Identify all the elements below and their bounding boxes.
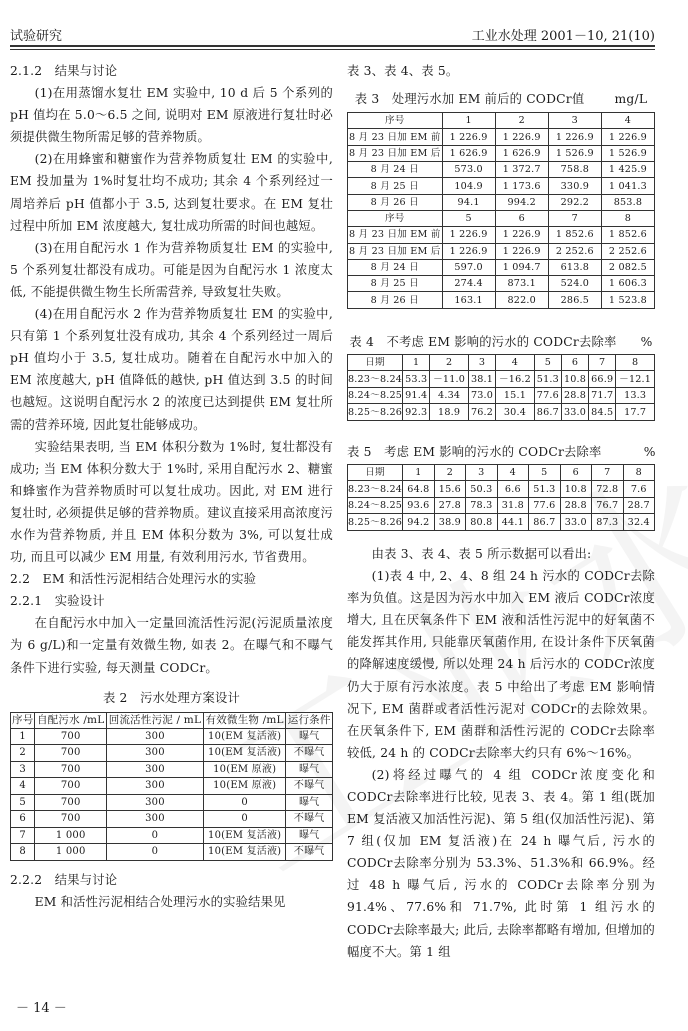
table-cell: 1 226.9 — [442, 129, 495, 145]
table-cell: 1 626.9 — [442, 145, 495, 161]
table-cell: 1 626.9 — [495, 145, 548, 161]
table-cell: 17.7 — [616, 404, 655, 421]
table-cell: 33.0 — [561, 404, 588, 421]
table-cell: 758.8 — [548, 162, 601, 178]
table-cell: 3 — [11, 761, 35, 778]
paragraph: (3)在用自配污水 1 作为营养物质复壮 EM 的实验中, 5 个系列复壮都没有成功。可能是因为自配污水 1 浓度太低, 不能提供微生物生长所需营养, 导致复壮失败。 — [10, 240, 333, 299]
table3 — [347, 112, 655, 309]
table-row — [348, 178, 655, 194]
table-cell: 597.0 — [442, 259, 495, 275]
table-cell: 32.4 — [623, 514, 654, 531]
table-cell: 8 月 24 日 — [348, 162, 443, 178]
table-cell: 38.1 — [468, 371, 495, 388]
table-cell: 86.7 — [534, 404, 561, 421]
table-header-cell: 序号 — [11, 712, 35, 728]
table-cell: 0 — [106, 844, 203, 861]
paragraph: 实验结果表明, 当 EM 体积分数为 1%时, 复壮都没有成功; 当 EM 体积分数大于 1%时, 采用自配污水 2、糖蜜和蜂蜜作为营养物质时可以复壮成功。因此, 对 EM 进行复壮时, 必须提供足够的营养物质。建议直接采用高浓度污水作为营养物质, 并且 EM 体积分数为 3%, 可以复壮成功, 而且可以减少 EM 用量, 有效利用污水, 节省费用。 — [10, 439, 333, 565]
table-header-cell: 4 — [496, 354, 535, 371]
table-cell: 66.9 — [589, 371, 616, 388]
table-cell: 2 — [11, 745, 35, 762]
table-row — [348, 227, 655, 243]
table-cell: －16.2 — [496, 371, 535, 388]
table-row — [348, 145, 655, 161]
table-header-cell: 运行条件 — [286, 712, 333, 728]
table-header-cell: 2 — [434, 464, 465, 481]
table-cell: 6 — [11, 811, 35, 828]
paragraph: (1)表 4 中, 2、4、8 组 24 h 污水的 CODCr去除率为负值。这是因为污水中加入 EM 液后 CODCr浓度增大, 且在厌氧条件下 EM 液和活性污泥中的好氧菌不能发挥其作用, 只能靠厌氧菌作用, 在设计条件下厌氧菌的降解速度缓慢, 所以处理 24 h 后污水的 CODCr浓度仍大于原有污水浓度。表 5 中给出了考虑 EM 影响情况下, EM 菌群或者活性污泥对 CODCr的去除效果。在厌氧条件下, EM 菌群和活性污泥的 CODCr去除率较低, 24 h 的 CODCr去除率大约只有 6%～16%。 — [347, 569, 655, 760]
table-header-cell: 3 — [468, 354, 495, 371]
table-header-row — [348, 113, 655, 129]
table-cell: 1 226.9 — [495, 129, 548, 145]
table-cell: 300 — [106, 745, 203, 762]
table-cell: 1 094.7 — [495, 259, 548, 275]
table-cell: 10(EM 复活液) — [203, 745, 285, 762]
table-cell: 5 — [11, 794, 35, 811]
table-row — [348, 243, 655, 259]
table-cell: 4 — [11, 778, 35, 795]
table-cell: 不曝气 — [286, 844, 333, 861]
table-cell: 330.9 — [548, 178, 601, 194]
table-cell: 1 000 — [35, 844, 107, 861]
table-cell: 1 425.9 — [601, 162, 654, 178]
table-header-cell: 日期 — [348, 464, 403, 481]
table-row — [348, 481, 655, 498]
table-cell: 87.3 — [592, 514, 623, 531]
table-cell: 71.7 — [589, 387, 616, 404]
left-column — [10, 60, 333, 913]
table-cell: 31.8 — [497, 497, 528, 514]
table-cell: 27.8 — [434, 497, 465, 514]
table-cell: 573.0 — [442, 162, 495, 178]
table-cell: 28.8 — [561, 387, 588, 404]
table-cell: 10(EM 复活液) — [203, 728, 285, 745]
table-cell: 76.2 — [468, 404, 495, 421]
table-cell: 1 226.9 — [548, 129, 601, 145]
table-cell: 10(EM 复活液) — [203, 827, 285, 844]
table4-caption-row — [347, 331, 655, 353]
table-cell: 2 252.6 — [601, 243, 654, 259]
table-cell: 0 — [203, 794, 285, 811]
section-heading-2-1-2: 2.1.2 结果与讨论 — [10, 64, 118, 78]
table-row — [348, 259, 655, 275]
table-cell: 8 月 23 日加 EM 前 — [348, 129, 443, 145]
table-cell: 300 — [106, 778, 203, 795]
table-row — [11, 728, 333, 745]
table-cell: 91.4 — [403, 387, 430, 404]
table-cell: 64.8 — [403, 481, 434, 498]
table-cell: 8 月 23 日加 EM 前 — [348, 227, 443, 243]
table-row — [348, 292, 655, 308]
table4-unit: % — [640, 334, 653, 349]
table-cell: －11.0 — [430, 371, 469, 388]
table-cell: 8.24～8.25 — [348, 497, 403, 514]
table-header-cell: 2 — [495, 113, 548, 129]
table-header-cell: 日期 — [348, 354, 403, 371]
table-row — [11, 778, 333, 795]
table-header-cell: 6 — [560, 464, 591, 481]
table-cell: 700 — [35, 761, 107, 778]
table-cell: 700 — [35, 778, 107, 795]
table-cell: 700 — [35, 811, 107, 828]
table-cell: 853.8 — [601, 194, 654, 210]
table-header-row — [348, 354, 655, 371]
table-cell: 8 月 23 日加 EM 后 — [348, 243, 443, 259]
table-header-cell: 6 — [561, 354, 588, 371]
table-cell: 700 — [35, 745, 107, 762]
right-column — [347, 60, 655, 963]
table-cell: 33.0 — [560, 514, 591, 531]
table-header-cell: 1 — [403, 464, 434, 481]
table-row — [11, 827, 333, 844]
table-cell: －12.1 — [616, 371, 655, 388]
table-cell: 8 — [11, 844, 35, 861]
table-header-cell: 5 — [529, 464, 560, 481]
table-cell: 92.3 — [403, 404, 430, 421]
table-cell: 274.4 — [442, 276, 495, 292]
paragraph: (1)在用蒸馏水复壮 EM 实验中, 10 d 后 5 个系列的 pH 值均在 5.0～6.5 之间, 说明对 EM 原液进行复壮时必须提供微生物所需足够的营养物质。 — [10, 86, 333, 145]
table-cell: 7.6 — [623, 481, 654, 498]
table-row — [348, 129, 655, 145]
table-row — [348, 514, 655, 531]
table-header-cell: 7 — [592, 464, 623, 481]
table-row — [348, 194, 655, 210]
table-cell: 1 523.8 — [601, 292, 654, 308]
table-cell: 8 月 25 日 — [348, 178, 443, 194]
table-cell: 1 526.9 — [601, 145, 654, 161]
table5-unit: % — [643, 444, 656, 459]
table5 — [347, 464, 655, 531]
table-cell: 8 月 23 日加 EM 后 — [348, 145, 443, 161]
table-cell: 8 月 26 日 — [348, 292, 443, 308]
table-header-cell: 有效微生物 /mL — [203, 712, 285, 728]
table-cell: 曝气 — [286, 827, 333, 844]
page-number: － 14 － — [16, 1001, 67, 1016]
table-cell: 1 226.9 — [495, 227, 548, 243]
table-cell: 28.8 — [560, 497, 591, 514]
table3-unit: mg/L — [614, 92, 648, 107]
table-cell: 994.2 — [495, 194, 548, 210]
table-cell: 8.25～8.26 — [348, 404, 403, 421]
table2-caption: 表 2 污水处理方案设计 — [102, 690, 241, 705]
table-row — [348, 497, 655, 514]
table-cell: 300 — [106, 728, 203, 745]
table-cell: 15.1 — [496, 387, 535, 404]
table-row — [11, 761, 333, 778]
table-cell: 1 226.9 — [495, 243, 548, 259]
table-row — [348, 276, 655, 292]
table-cell: 30.4 — [496, 404, 535, 421]
table-cell: 700 — [35, 794, 107, 811]
table-cell: 曝气 — [286, 794, 333, 811]
table-header-cell: 8 — [601, 210, 654, 226]
table3-caption-row — [347, 88, 655, 110]
table-cell: 13.3 — [616, 387, 655, 404]
table4-caption: 表 4 不考虑 EM 影响的污水的 CODCr去除率 — [349, 334, 617, 349]
table-cell: 93.6 — [403, 497, 434, 514]
table-header-cell: 4 — [497, 464, 528, 481]
paragraph: 由表 3、表 4、表 5 所示数据可以看出: — [371, 546, 592, 561]
table-cell: 不曝气 — [286, 745, 333, 762]
table-cell: 10.8 — [561, 371, 588, 388]
table-header-cell: 7 — [589, 354, 616, 371]
table-header-cell: 6 — [495, 210, 548, 226]
table5-caption: 表 5 考虑 EM 影响的污水的 CODCr去除率 — [347, 444, 602, 459]
table-cell: 1 — [11, 728, 35, 745]
table-header-row — [348, 464, 655, 481]
table-row — [11, 811, 333, 828]
table-cell: 1 526.9 — [548, 145, 601, 161]
table-cell: 53.3 — [403, 371, 430, 388]
table-cell: 292.2 — [548, 194, 601, 210]
table-cell: 873.1 — [495, 276, 548, 292]
table-cell: 286.5 — [548, 292, 601, 308]
table-cell: 51.3 — [534, 371, 561, 388]
table-cell: 1 000 — [35, 827, 107, 844]
table-header-cell: 1 — [403, 354, 430, 371]
table-header-cell: 3 — [466, 464, 497, 481]
table-cell: 300 — [106, 811, 203, 828]
table-cell: 104.9 — [442, 178, 495, 194]
section-heading-2-2: 2.2 EM 和活性污泥相结合处理污水的实验 — [10, 572, 257, 587]
table-cell: 77.6 — [529, 497, 560, 514]
table-cell: 0 — [106, 827, 203, 844]
table-cell: 1 041.3 — [601, 178, 654, 194]
header-rule-thin — [10, 49, 655, 50]
table-cell: 822.0 — [495, 292, 548, 308]
table-cell: 51.3 — [529, 481, 560, 498]
table-header-cell: 1 — [442, 113, 495, 129]
table-row — [348, 371, 655, 388]
table-cell: 73.0 — [468, 387, 495, 404]
table-cell: 38.9 — [434, 514, 465, 531]
table-cell: 300 — [106, 761, 203, 778]
table-row — [11, 794, 333, 811]
table-row — [11, 844, 333, 861]
table-header-cell: 自配污水 /mL — [35, 712, 107, 728]
table-cell: 2 082.5 — [601, 259, 654, 275]
table4 — [347, 354, 655, 421]
table-cell: 78.3 — [466, 497, 497, 514]
table-cell: 28.7 — [623, 497, 654, 514]
table-cell: 94.1 — [442, 194, 495, 210]
table-header-cell: 8 — [616, 354, 655, 371]
table-cell: 10(EM 原液) — [203, 761, 285, 778]
paragraph: (2)将经过曝气的 4 组 CODCr浓度变化和 CODCr去除率进行比较, 见表 3、表 4。第 1 组(既加 EM 复活液又加活性污泥)、第 5 组(仅加活性污泥)、第 7 组(仅加 EM 复活液)在 24 h 曝气后, 污水的 CODCr去除率分别为 53.3%、51.3%和 66.9%。经过 48 h 曝气后, 污水的 CODCr去除率分别为91.4%、77.6%和 71.7%, 此时第 1 组污水的 CODCr去除率最大; 此后, 去除率都略有增加, 但增加的幅度不大。第 1 组 — [347, 767, 655, 959]
table-row — [11, 745, 333, 762]
table-cell: 8.24～8.25 — [348, 387, 403, 404]
table-cell: 86.7 — [529, 514, 560, 531]
table-header-cell: 2 — [430, 354, 469, 371]
table-cell: 94.2 — [403, 514, 434, 531]
table-cell: 1 226.9 — [601, 129, 654, 145]
table-header-cell: 5 — [534, 354, 561, 371]
table-cell: 不曝气 — [286, 811, 333, 828]
table-header-cell: 序号 — [348, 210, 443, 226]
paragraph: EM 和活性污泥相结合处理污水的实验结果见 — [34, 894, 286, 909]
table-cell: 曝气 — [286, 761, 333, 778]
table-cell: 8 月 26 日 — [348, 194, 443, 210]
table-header-cell: 序号 — [348, 113, 443, 129]
table-cell: 2 252.6 — [548, 243, 601, 259]
table-cell: 10.8 — [560, 481, 591, 498]
header-rule — [10, 45, 655, 47]
table-row — [348, 387, 655, 404]
table5-caption-row — [347, 441, 655, 463]
table-cell: 76.7 — [592, 497, 623, 514]
table-header-cell: 3 — [548, 113, 601, 129]
table-cell: 1 852.6 — [548, 227, 601, 243]
table-cell: 10(EM 原液) — [203, 778, 285, 795]
table-header-cell: 8 — [623, 464, 654, 481]
table-header-cell: 回流活性污泥 / mL — [106, 712, 203, 728]
table-cell: 1 372.7 — [495, 162, 548, 178]
paragraph: 在自配污水中加入一定量回流活性污泥(污泥质量浓度为 6 g/L)和一定量有效微生物, 如表 2。在曝气和不曝气条件下进行实验, 每天测量 CODCr。 — [10, 616, 333, 675]
table-cell: 44.1 — [497, 514, 528, 531]
table-cell: 524.0 — [548, 276, 601, 292]
table-row — [348, 162, 655, 178]
table-row — [348, 404, 655, 421]
table-header-cell: 4 — [601, 113, 654, 129]
table-cell: 1 852.6 — [601, 227, 654, 243]
table-cell: 18.9 — [430, 404, 469, 421]
table-cell: 1 173.6 — [495, 178, 548, 194]
section-heading-2-2-1: 2.2.1 实验设计 — [10, 594, 105, 609]
table-cell: 8.23～8.24 — [348, 481, 403, 498]
section-heading-2-2-2: 2.2.2 结果与讨论 — [10, 872, 118, 887]
table-cell: 8.23～8.24 — [348, 371, 403, 388]
table-cell: 50.3 — [466, 481, 497, 498]
table-cell: 10(EM 复活液) — [203, 844, 285, 861]
table-header-cell: 5 — [442, 210, 495, 226]
table2 — [10, 712, 333, 861]
table-cell: 8 月 25 日 — [348, 276, 443, 292]
paragraph: (4)在用自配污水 2 作为营养物质复壮 EM 的实验中, 只有第 1 个系列复壮没有成功, 其余 4 个系列经过一周后 pH 值均小于 3.5, 复壮成功。随着在自配污水中加入的 EM 浓度越大, pH 值降低的越快, pH 值达到 3.5 的时间也越短。这说明自配污水 2 的浓度已达到提供 EM 复壮所需的营养环境, 因此复壮能够成功。 — [10, 307, 333, 432]
table-cell: 700 — [35, 728, 107, 745]
paragraph: 表 3、表 4、表 5。 — [347, 64, 459, 78]
table-cell: 不曝气 — [286, 778, 333, 795]
table-cell: 8 月 24 日 — [348, 259, 443, 275]
table-cell: 6.6 — [497, 481, 528, 498]
table-cell: 7 — [11, 827, 35, 844]
table3-caption: 表 3 处理污水加 EM 前后的 CODCr值 — [354, 92, 585, 107]
table-cell: 8.25～8.26 — [348, 514, 403, 531]
table-cell: 4.34 — [430, 387, 469, 404]
table-cell: 0 — [203, 811, 285, 828]
table-cell: 72.8 — [592, 481, 623, 498]
table-cell: 84.5 — [589, 404, 616, 421]
running-header-journal: 工业水处理 2001－10, 21(10) — [471, 29, 655, 44]
table-cell: 曝气 — [286, 728, 333, 745]
running-header-section: 试验研究 — [10, 29, 63, 44]
table-cell: 15.6 — [434, 481, 465, 498]
table-cell: 77.6 — [534, 387, 561, 404]
table-cell: 163.1 — [442, 292, 495, 308]
table-header-cell: 7 — [548, 210, 601, 226]
table-cell: 1 606.3 — [601, 276, 654, 292]
table-cell: 613.8 — [548, 259, 601, 275]
table-cell: 80.8 — [466, 514, 497, 531]
table-cell: 1 226.9 — [442, 227, 495, 243]
table-cell: 300 — [106, 794, 203, 811]
table-header-row — [348, 210, 655, 226]
paragraph: (2)在用蜂蜜和糖蜜作为营养物质复壮 EM 的实验中, EM 投加量为 1%时复壮均不成功; 其余 4 个系列经过一周培养后 pH 值都小于 3.5, 达到复壮要求。在 EM 复壮过程中所加 EM 浓度越大, 复壮成功所需的时间也越短。 — [10, 152, 333, 233]
table-cell: 1 226.9 — [442, 243, 495, 259]
